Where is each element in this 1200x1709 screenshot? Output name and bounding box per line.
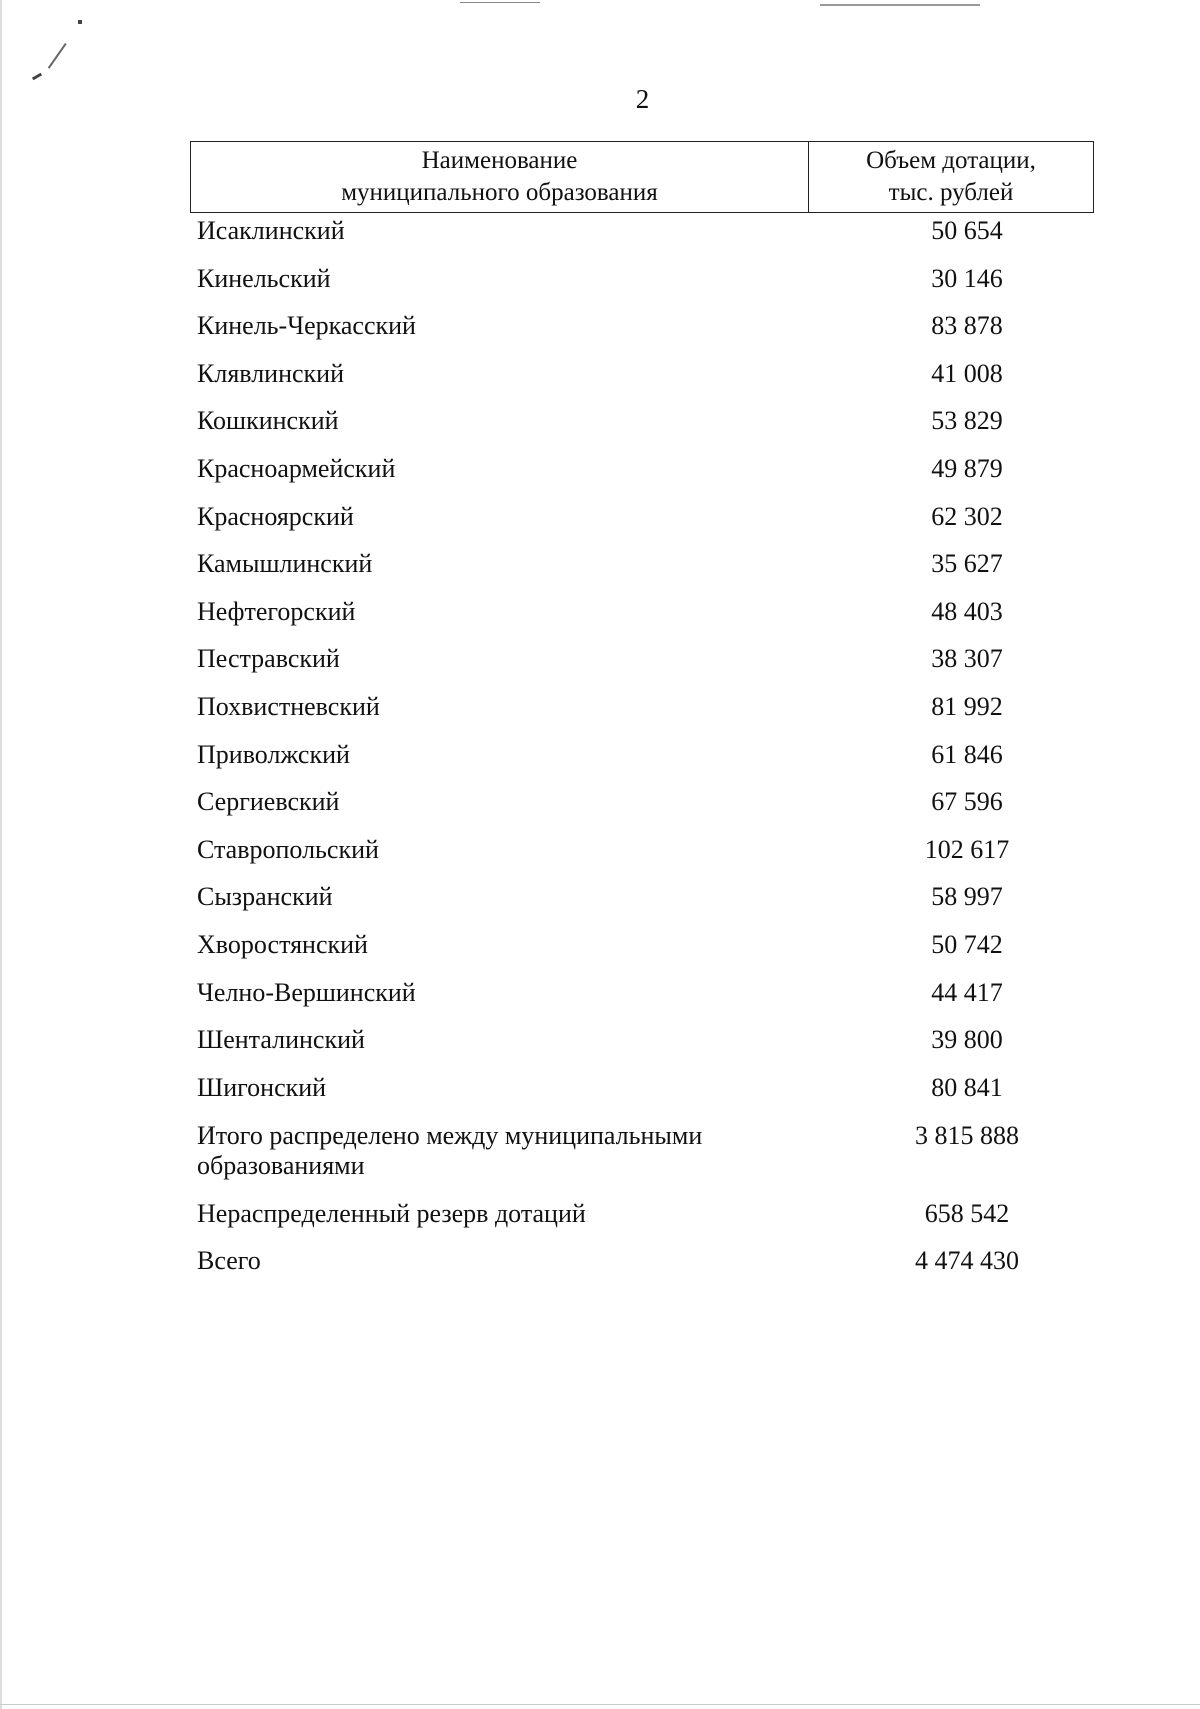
grand-total-value: 4 474 430 xyxy=(915,1246,1019,1275)
subsidy-amount: 67 596 xyxy=(931,787,1003,817)
subsidy-amount: 39 800 xyxy=(931,1025,1003,1055)
table-row xyxy=(197,835,1097,883)
subsidy-amount: 30 146 xyxy=(931,263,1003,293)
scan-mark xyxy=(32,73,42,81)
header-name-line1: Наименование xyxy=(421,147,578,174)
scan-mark xyxy=(48,43,66,68)
municipality-name: Кинельский xyxy=(197,263,331,293)
table-row xyxy=(197,930,1097,978)
subsidy-amount: 44 417 xyxy=(931,977,1003,1007)
table-body xyxy=(197,216,1097,1120)
subsidy-amount: 35 627 xyxy=(931,549,1003,579)
scan-mark xyxy=(820,4,980,6)
municipality-name: Шенталинский xyxy=(197,1025,365,1055)
municipality-name: Кошкинский xyxy=(197,406,339,436)
table-row xyxy=(197,1025,1097,1073)
subsidy-amount: 102 617 xyxy=(924,834,1010,864)
grand-total-row xyxy=(197,1246,1097,1294)
header-value-column xyxy=(809,142,1093,212)
subsidy-amount: 81 992 xyxy=(931,691,1003,721)
total-distributed-row xyxy=(197,1121,1097,1199)
municipality-name: Шигонский xyxy=(197,1072,327,1102)
table-row xyxy=(197,597,1097,645)
municipality-name: Приволжский xyxy=(197,739,350,769)
scan-mark xyxy=(78,20,82,24)
reserve-value: 658 542 xyxy=(924,1199,1010,1228)
totals-section xyxy=(197,1121,1097,1294)
scan-mark xyxy=(0,1704,1200,1705)
table-row xyxy=(197,692,1097,740)
table-row xyxy=(197,264,1097,312)
municipality-name: Кинель-Черкасский xyxy=(197,311,416,341)
subsidy-amount: 58 997 xyxy=(931,882,1003,912)
subsidy-amount: 38 307 xyxy=(931,644,1003,674)
table-header xyxy=(190,141,1094,213)
municipality-name: Клявлинский xyxy=(197,358,345,388)
table-row xyxy=(197,406,1097,454)
table-row xyxy=(197,978,1097,1026)
table-row xyxy=(197,549,1097,597)
municipality-name: Красноармейский xyxy=(197,453,396,483)
municipality-name: Похвистневский xyxy=(197,691,380,721)
table-row xyxy=(197,454,1097,502)
header-value-line2: тыс. рублей xyxy=(888,179,1014,206)
municipality-name: Красноярский xyxy=(197,501,354,531)
reserve-row xyxy=(197,1199,1097,1246)
subsidy-amount: 48 403 xyxy=(931,596,1003,626)
subsidy-amount: 61 846 xyxy=(931,739,1003,769)
subsidy-amount: 80 841 xyxy=(931,1072,1003,1102)
municipality-name: Камышлинский xyxy=(197,549,373,579)
page-number: 2 xyxy=(635,84,650,114)
municipality-name: Ставропольский xyxy=(197,834,379,864)
reserve-label: Нераспределенный резерв дотаций xyxy=(197,1199,586,1228)
table-row xyxy=(197,311,1097,359)
subsidy-amount: 49 879 xyxy=(931,453,1003,483)
header-name-column xyxy=(191,142,809,212)
municipality-name: Челно-Вершинский xyxy=(197,977,416,1007)
header-name-line2: муниципального образования xyxy=(341,179,658,206)
subsidy-amount: 41 008 xyxy=(931,358,1003,388)
table-row xyxy=(197,359,1097,407)
municipality-name: Пестравский xyxy=(197,644,340,674)
table-row xyxy=(197,787,1097,835)
subsidy-amount: 83 878 xyxy=(931,311,1003,341)
municipality-name: Исаклинский xyxy=(197,216,345,245)
subsidy-amount: 62 302 xyxy=(931,501,1003,531)
grand-total-label: Всего xyxy=(197,1246,261,1275)
municipality-name: Хворостянский xyxy=(197,929,368,959)
table-row xyxy=(197,216,1097,264)
subsidy-amount: 50 654 xyxy=(931,216,1003,245)
subsidy-amount: 53 829 xyxy=(931,406,1003,436)
table-row xyxy=(197,1073,1097,1121)
table-row xyxy=(197,644,1097,692)
subsidy-amount: 50 742 xyxy=(931,929,1003,959)
municipality-name: Нефтегорский xyxy=(197,596,356,626)
table-row xyxy=(197,740,1097,788)
total-distributed-label: Итого распределено между муниципальными образованиями xyxy=(197,1121,703,1180)
scan-mark xyxy=(460,2,540,3)
municipality-name: Сергиевский xyxy=(197,787,340,817)
municipality-name: Сызранский xyxy=(197,882,333,912)
total-distributed-value: 3 815 888 xyxy=(915,1121,1019,1150)
table-row xyxy=(197,882,1097,930)
header-value-line1: Объем дотации, xyxy=(866,147,1036,174)
scan-mark xyxy=(0,0,2,1709)
table-row xyxy=(197,502,1097,550)
